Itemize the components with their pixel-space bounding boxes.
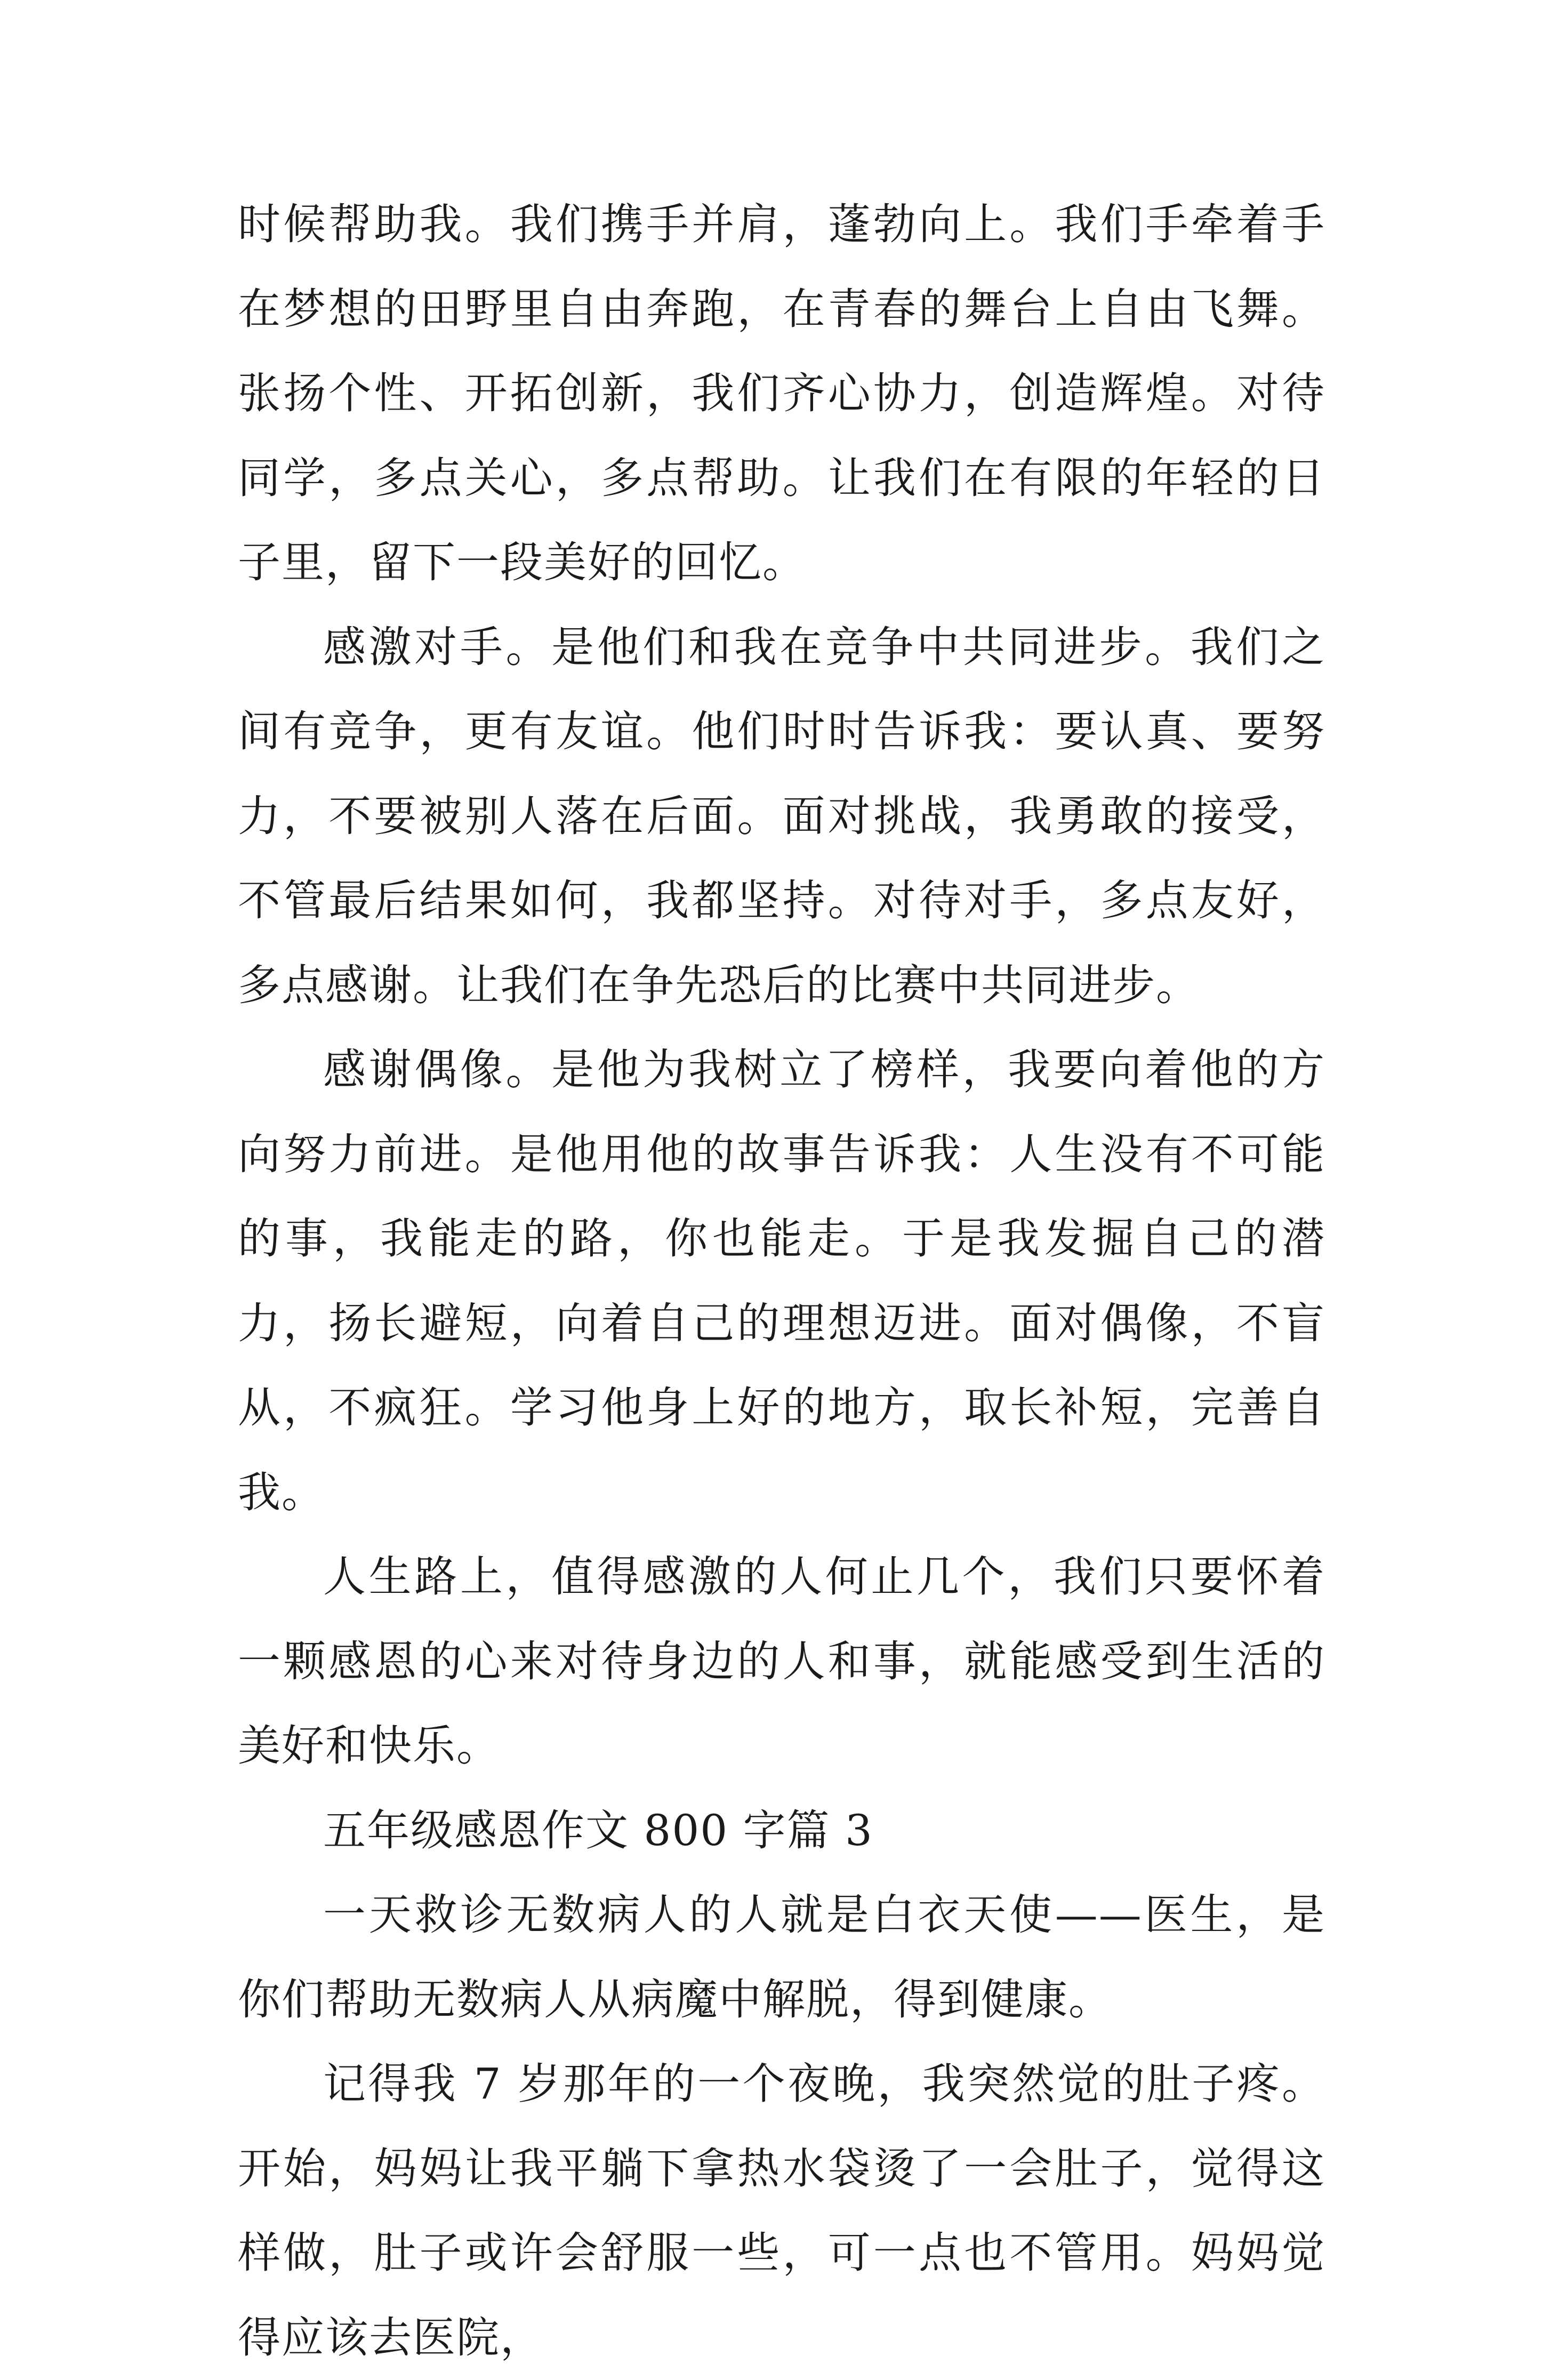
paragraph-rivals: 感激对手。是他们和我在竞争中共同进步。我们之间有竞争，更有友谊。他们时时告诉我：要认真、要努力，不要被别人落在后面。面对挑战，我勇敢的接受，不管最后结果如何，我都坚持。对待对手，多点友好，多点感谢。让我们在争先恐后的比赛中共同进步。 (238, 622, 1325, 1010)
section-heading: 五年级感恩作文 800 字篇 3 (323, 1805, 873, 1855)
paragraph-doctor-intro: 一天救诊无数病人的人就是白衣天使——医生，是你们帮助无数病人从病魔中解脱，得到健康。 (238, 1890, 1325, 2024)
paragraph-memory: 记得我 7 岁那年的一个夜晚，我突然觉的肚子疼。开始，妈妈让我平躺下拿热水袋烫了一会肚子，觉得这样做，肚子或许会舒服一些，可一点也不管用。妈妈觉得应该去医院， (238, 2059, 1325, 2362)
paragraph-conclusion: 人生路上，值得感激的人何止几个，我们只要怀着一颗感恩的心来对待身边的人和事，就能感受到生活的美好和快乐。 (238, 1552, 1325, 1770)
paragraph-continuation: 时候帮助我。我们携手并肩，蓬勃向上。我们手牵着手在梦想的田野里自由奔跑，在青春的舞台上自由飞舞。张扬个性、开拓创新，我们齐心协力，创造辉煌。对待同学，多点关心，多点帮助。让我们在有限的年轻的日子里，留下一段美好的回忆。 (238, 199, 1325, 587)
paragraph-idols: 感谢偶像。是他为我树立了榜样，我要向着他的方向努力前进。是他用他的故事告诉我：人生没有不可能的事，我能走的路，你也能走。于是我发掘自己的潜力，扬长避短，向着自己的理想迈进。面对偶像，不盲从，不疯狂。学习他身上好的地方，取长补短，完善自我。 (238, 1045, 1325, 1517)
body-text (238, 182, 1325, 2380)
